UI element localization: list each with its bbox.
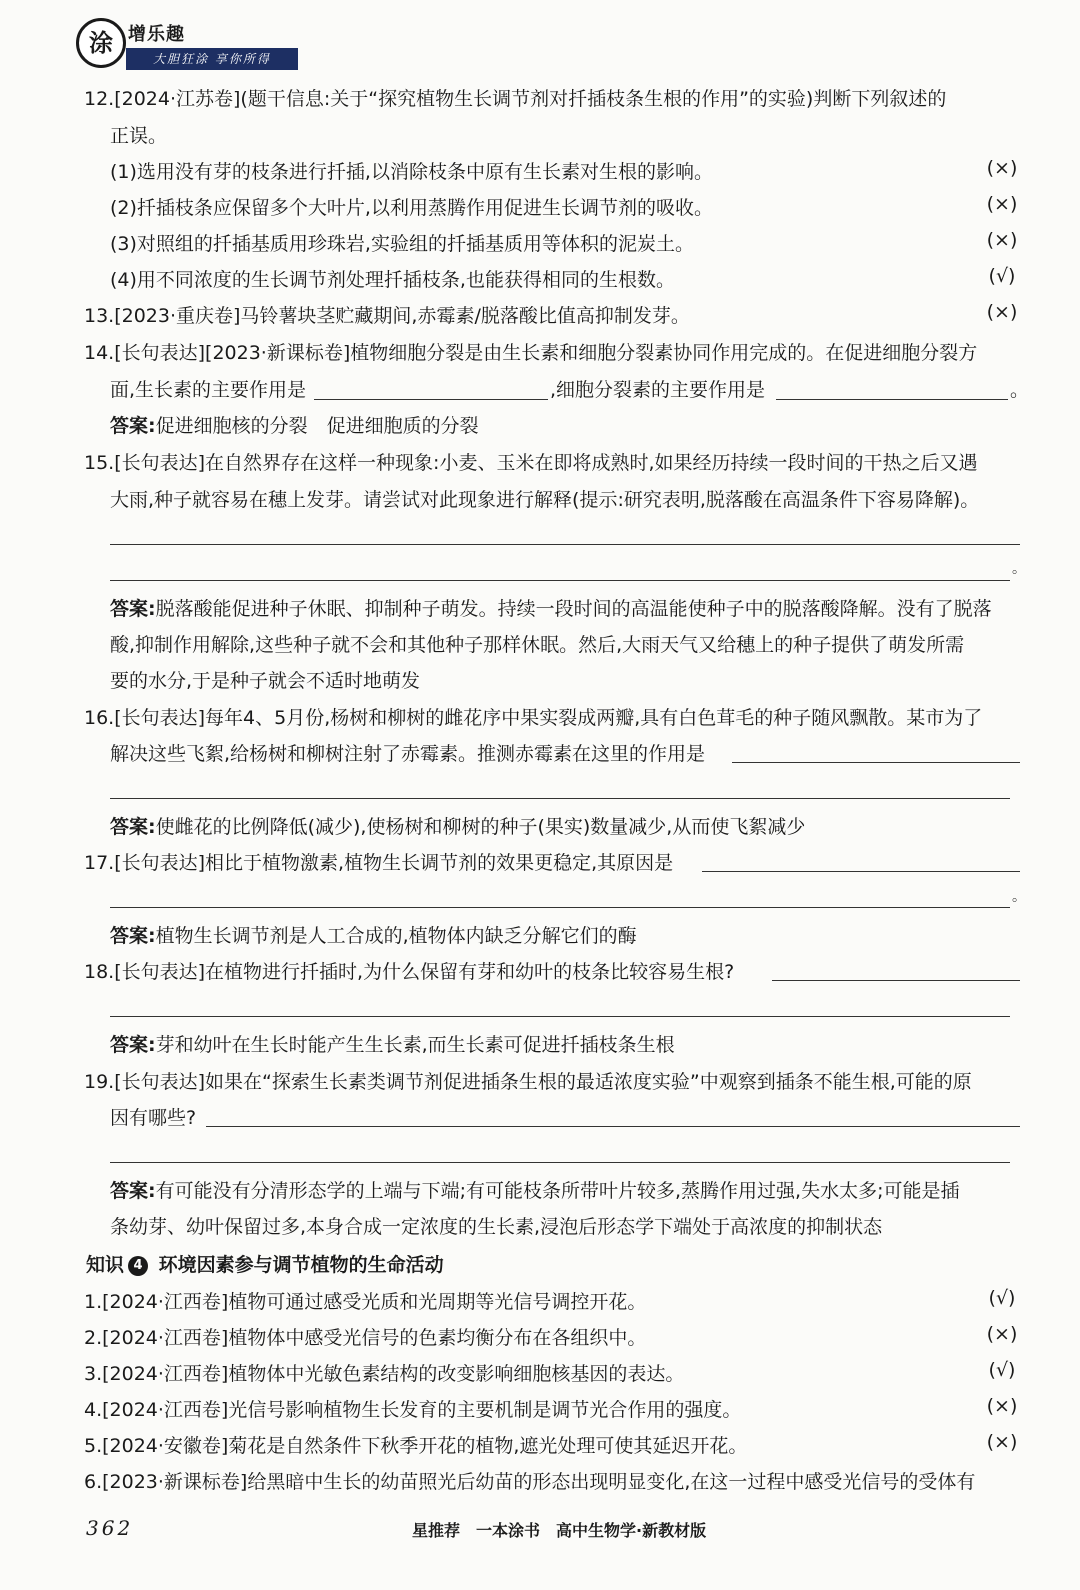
judgement-mark: (×) — [986, 1395, 1018, 1417]
question-17-answer — [110, 921, 637, 948]
answer-text: 使雌花的比例降低(减少),使杨树和柳树的种子(果实)数量减少,从而使飞絮减少 — [155, 816, 806, 838]
judgement-mark: (×) — [986, 157, 1018, 179]
question-16-line1: 16.[长句表达]每年4、5月份,杨树和柳树的雌花序中果实裂成两瓣,具有白色茸毛的种子随风飘散。某市为了 — [84, 707, 983, 729]
judgement-mark: (√) — [988, 1287, 1016, 1309]
answer-text: 植物生长调节剂是人工合成的,植物体内缺乏分解它们的酶 — [155, 925, 637, 947]
question-14-line2a: 面,生长素的主要作用是 — [110, 379, 307, 401]
judgement-mark: (×) — [986, 193, 1018, 215]
answer-blank[interactable] — [110, 580, 1010, 581]
answer-blank[interactable] — [702, 871, 1020, 872]
question-13: 13.[2023·重庆卷]马铃薯块茎贮藏期间,赤霉素/脱落酸比值高抑制发芽。 — [84, 305, 690, 327]
brand-logo — [76, 18, 306, 74]
judgement-mark: (×) — [986, 229, 1018, 251]
question-15-answer-line3: 要的水分,于是种子就会不适时地萌发 — [110, 670, 421, 692]
judgement-mark: (×) — [986, 1431, 1018, 1453]
period: 。 — [1012, 889, 1026, 905]
answer-label: 答案: — [110, 1180, 156, 1202]
question-18-line1: 18.[长句表达]在植物进行扦插时,为什么保留有芽和幼叶的枝条比较容易生根? — [84, 961, 735, 983]
question-18-answer — [110, 1030, 675, 1057]
question-15-answer-line1 — [110, 594, 992, 621]
question-12-item-3: (3)对照组的扦插基质用珍珠岩,实验组的扦插基质用等体积的泥炭土。 — [110, 233, 694, 255]
answer-blank[interactable] — [732, 762, 1020, 763]
section4-item-1: 1.[2024·江西卷]植物可通过感受光质和光周期等光信号调控开花。 — [84, 1291, 647, 1313]
answer-text: 脱落酸能促进种子休眠、抑制种子萌发。持续一段时间的高温能使种子中的脱落酸降解。没有了脱落 — [155, 598, 992, 620]
question-14-line2b: ,细胞分裂素的主要作用是 — [550, 379, 766, 401]
question-12-line1: 12.[2024·江苏卷](题干信息:关于“探究植物生长调节剂对扦插枝条生根的作用”的实验)判断下列叙述的 — [84, 88, 947, 110]
answer-blank[interactable] — [314, 399, 548, 400]
page-number: 362 — [86, 1516, 134, 1540]
answer-blank[interactable] — [110, 544, 1020, 545]
answer-label: 答案: — [110, 1034, 156, 1056]
book-title: 星推荐 一本涂书 高中生物学·新教材版 — [412, 1521, 707, 1540]
answer-text: 芽和幼叶在生长时能产生生长素,而生长素可促进扦插枝条生根 — [155, 1034, 675, 1056]
period: 。 — [1010, 379, 1030, 401]
answer-blank[interactable] — [776, 399, 1008, 400]
period: 。 — [1012, 561, 1026, 577]
judgement-mark: (×) — [986, 301, 1018, 323]
answer-text: 有可能没有分清形态学的上端与下端;有可能枝条所带叶片较多,蒸腾作用过强,失水太多;可能是插 — [155, 1180, 960, 1202]
judgement-mark: (√) — [988, 265, 1016, 287]
question-19-line2: 因有哪些? — [110, 1107, 197, 1129]
answer-blank[interactable] — [110, 798, 1010, 799]
answer-blank[interactable] — [206, 1126, 1020, 1127]
question-16-line2: 解决这些飞絮,给杨树和柳树注射了赤霉素。推测赤霉素在这里的作用是 — [110, 743, 706, 765]
judgement-mark: (√) — [988, 1359, 1016, 1381]
answer-blank[interactable] — [772, 980, 1020, 981]
brand-slogan: 大胆狂涂 享你所得 — [126, 48, 298, 70]
question-12-item-1: (1)选用没有芽的枝条进行扦插,以消除枝条中原有生长素对生根的影响。 — [110, 161, 713, 183]
answer-text: 促进细胞核的分裂 促进细胞质的分裂 — [155, 415, 479, 437]
section-heading — [86, 1250, 444, 1277]
section-prefix: 知识 — [86, 1254, 125, 1276]
question-19-line1: 19.[长句表达]如果在“探索生长素类调节剂促进插条生根的最适浓度实验”中观察到插条不能生根,可能的原 — [84, 1071, 972, 1093]
judgement-mark: (×) — [986, 1323, 1018, 1345]
answer-blank[interactable] — [110, 1016, 1010, 1017]
answer-label: 答案: — [110, 598, 156, 620]
section4-item-3: 3.[2024·江西卷]植物体中光敏色素结构的改变影响细胞核基因的表达。 — [84, 1363, 685, 1385]
question-17-line1: 17.[长句表达]相比于植物激素,植物生长调节剂的效果更稳定,其原因是 — [84, 852, 674, 874]
question-14-line1: 14.[长句表达][2023·新课标卷]植物细胞分裂是由生长素和细胞分裂素协同作用完成的。在促进细胞分裂方 — [84, 342, 978, 364]
question-15-line2: 大雨,种子就容易在穗上发芽。请尝试对此现象进行解释(提示:研究表明,脱落酸在高温条件下容易降解)。 — [110, 489, 980, 511]
answer-label: 答案: — [110, 925, 156, 947]
logo-emblem: 涂 — [76, 18, 126, 68]
question-19-answer-line2: 条幼芽、幼叶保留过多,本身合成一定浓度的生长素,浸泡后形态学下端处于高浓度的抑制状态 — [110, 1216, 883, 1238]
question-12-item-4: (4)用不同浓度的生长调节剂处理扦插枝条,也能获得相同的生根数。 — [110, 269, 675, 291]
question-15-line1: 15.[长句表达]在自然界存在这样一种现象:小麦、玉米在即将成熟时,如果经历持续一段时间的干热之后又遇 — [84, 452, 978, 474]
answer-blank[interactable] — [110, 1162, 1010, 1163]
answer-label: 答案: — [110, 415, 156, 437]
section4-item-6: 6.[2023·新课标卷]给黑暗中生长的幼苗照光后幼苗的形态出现明显变化,在这一过程中感受光信号的受体有 — [84, 1471, 976, 1493]
section4-item-2: 2.[2024·江西卷]植物体中感受光信号的色素均衡分布在各组织中。 — [84, 1327, 647, 1349]
section-title: 环境因素参与调节植物的生命活动 — [158, 1254, 444, 1276]
answer-blank[interactable] — [110, 907, 1010, 908]
section4-item-5: 5.[2024·安徽卷]菊花是自然条件下秋季开花的植物,遮光处理可使其延迟开花。 — [84, 1435, 748, 1457]
question-12-item-2: (2)扦插枝条应保留多个大叶片,以利用蒸腾作用促进生长调节剂的吸收。 — [110, 197, 713, 219]
section4-item-4: 4.[2024·江西卷]光信号影响植物生长发育的主要机制是调节光合作用的强度。 — [84, 1399, 742, 1421]
brand-name: 增乐趣 — [128, 24, 185, 45]
answer-label: 答案: — [110, 816, 156, 838]
question-14-answer — [110, 411, 479, 438]
question-19-answer-line1 — [110, 1176, 960, 1203]
question-12-line2: 正误。 — [110, 125, 168, 147]
section-number-icon: 4 — [128, 1256, 148, 1276]
question-15-answer-line2: 酸,抑制作用解除,这些种子就不会和其他种子那样休眠。然后,大雨天气又给穗上的种子提供了萌发所需 — [110, 634, 965, 656]
question-16-answer — [110, 812, 805, 839]
